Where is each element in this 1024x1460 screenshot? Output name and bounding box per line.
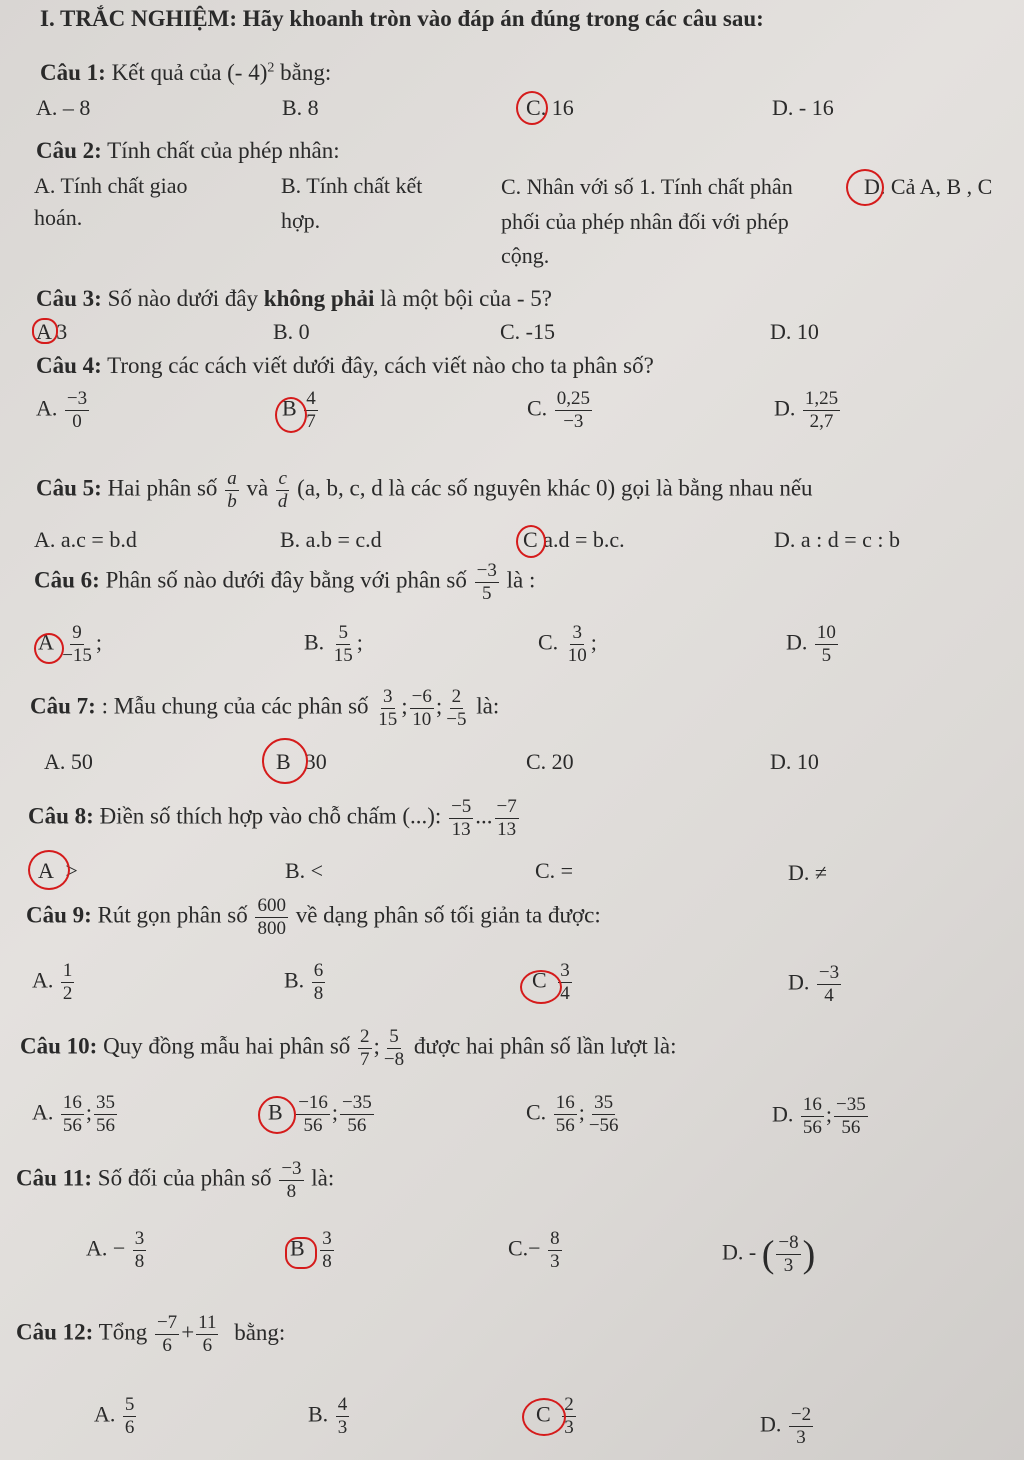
fraction: $\frac{3}{4}$ [560,960,570,1004]
fraction: $\frac{-35}{56}$ [836,1094,866,1138]
q8-option-d[interactable]: D. ≠ [788,860,827,885]
q10-option-c[interactable]: C. $\frac{16}{56}$ ; $\frac{35}{-56}$ [526,1092,619,1136]
q11-option-a[interactable]: A. − $\frac{3}{8}$ [86,1228,145,1272]
fraction: $\frac{600}{800}$ [257,895,286,939]
q7-option-c[interactable]: C. 20 [526,749,574,774]
q1-option-d[interactable]: D. - 16 [772,95,834,120]
q7-option-b[interactable]: B 30 [276,749,327,774]
q6-option-c[interactable]: C. $\frac{3}{10}$ ; [538,622,597,666]
question-9: Câu 9: Rút gọn phân số $\frac{600}{800}$ về dạng phân số tối giản ta được: [26,895,601,939]
fraction: $\frac{-3}{0}$ [66,388,88,432]
fraction: $\frac{35}{-56}$ [588,1092,619,1136]
q9-option-c[interactable]: C $\frac{3}{4}$ [532,960,570,1004]
q10-option-a[interactable]: A. $\frac{16}{56}$ ; $\frac{35}{56}$ [32,1092,116,1136]
q2-option-b-line2[interactable]: hợp. [281,208,321,233]
q2-option-c-line3[interactable]: cộng. [501,243,550,268]
q5-option-b[interactable]: B. a.b = c.d [280,527,382,552]
fraction: $\frac{-8}{3}$ [778,1232,799,1276]
q3-option-b[interactable]: B. 0 [273,319,310,344]
q2-option-d[interactable]: D. Cả A, B , C [864,174,993,199]
question-8: Câu 8: Điền số thích hợp vào chỗ chấm (...): $\frac{-5}{13}$ ... $\frac{-7}{13}$ [28,796,517,840]
fraction: $\frac{6}{8}$ [313,960,324,1004]
fraction: $\frac{3}{15}$ [378,686,398,730]
q4-option-b[interactable]: B $\frac{4}{7}$ [282,388,316,432]
q7-option-d[interactable]: D. 10 [770,749,819,774]
q2-option-a-line1[interactable]: A. Tính chất giao [34,173,188,198]
fraction: $\frac{-5}{13}$ [451,796,472,840]
fraction: $\frac{11}{6}$ [198,1312,217,1356]
q3-option-a[interactable]: A 3 [36,319,68,344]
question-4: Câu 4: Trong các cách viết dưới đây, cách viết nào cho ta phân số? [36,353,654,378]
q6-option-a[interactable]: A $\frac{9}{-15}$ ; [38,622,103,666]
question-10: Câu 10: Quy đồng mẫu hai phân số $\frac{2}{7}$ ; $\frac{5}{-8}$ được hai phân số lần lượt là: [20,1026,677,1070]
q5-option-a[interactable]: A. a.c = b.d [34,527,137,552]
fraction: $\frac{-3}{4}$ [818,962,840,1006]
question-12: Câu 12: Tổng $\frac{-7}{6}$ + $\frac{11}{6}$ bằng: [16,1312,286,1356]
question-7: Câu 7: : Mẫu chung của các phân số $\frac{3}{15}$ ; $\frac{-6}{10}$ ; $\frac{2}{-5}$ là: [30,686,500,730]
q3-option-c[interactable]: C. -15 [500,319,555,344]
q10-option-d[interactable]: D. $\frac{16}{56}$ ; $\frac{-35}{56}$ [772,1094,866,1138]
q4-option-a[interactable]: A. $\frac{-3}{0}$ [36,388,88,432]
fraction: $\frac{-3}{5}$ [476,560,497,604]
fraction: $\frac{3}{8}$ [322,1228,332,1272]
fraction: $\frac{10}{5}$ [816,622,836,666]
q2-option-c-line1[interactable]: C. Nhân với số 1. Tính chất phân [501,174,793,199]
fraction: $\frac{4}{3}$ [337,1394,348,1438]
q11-option-c[interactable]: C.− $\frac{8}{3}$ [508,1228,560,1272]
fraction: $\frac{16}{56}$ [555,1092,575,1136]
fraction: $\frac{2}{3}$ [564,1394,574,1438]
q12-option-a[interactable]: A. $\frac{5}{6}$ [94,1394,135,1438]
fraction: $\frac{4}{7}$ [306,388,316,432]
fraction: $\frac{c}{d}$ [277,468,288,512]
q10-option-b[interactable]: B $\frac{-16}{56}$ ; $\frac{-35}{56}$ [268,1092,372,1136]
q2-option-a-line2[interactable]: hoán. [34,205,83,230]
fraction: $\frac{-7}{13}$ [496,796,517,840]
q11-option-d[interactable]: D. - ( $\frac{-8}{3}$ ) [722,1232,816,1276]
fraction: $\frac{5}{15}$ [333,622,353,666]
fraction: $\frac{-7}{6}$ [156,1312,178,1356]
fraction: $\frac{35}{56}$ [96,1092,116,1136]
question-3: Câu 3: Số nào dưới đây không phải là một bội của - 5? [36,286,552,311]
question-1: Câu 1: Kết quả của (- 4)$^2$ bằng: [40,60,332,85]
fraction: $\frac{2}{7}$ [360,1026,370,1070]
q6-option-b[interactable]: B. $\frac{5}{15}$ ; [304,622,363,666]
fraction: $\frac{5}{6}$ [124,1394,135,1438]
question-5: Câu 5: Hai phân số $\frac{a}{b}$ và $\frac{c}{d}$ (a, b, c, d là các số nguyên khác 0) gọi là bằng nhau nếu [36,468,813,512]
q9-option-d[interactable]: D. $\frac{-3}{4}$ [788,962,840,1006]
question-6: Câu 6: Phân số nào dưới đây bằng với phân số $\frac{-3}{5}$ là : [34,560,536,604]
section-header: I. TRẮC NGHIỆM: Hãy khoanh tròn vào đáp án đúng trong các câu sau: [40,6,764,31]
fraction: $\frac{3}{8}$ [134,1228,145,1272]
q8-option-c[interactable]: C. = [535,858,574,883]
question-11: Câu 11: Số đối của phân số $\frac{-3}{8}$ là: [16,1158,335,1202]
q8-option-a[interactable]: A > [38,858,78,883]
q5-option-c[interactable]: C a.d = b.c. [523,527,625,552]
q9-option-b[interactable]: B. $\frac{6}{8}$ [284,960,324,1004]
q7-option-a[interactable]: A. 50 [44,749,93,774]
fraction: $\frac{-16}{56}$ [298,1092,328,1136]
fraction: $\frac{16}{56}$ [62,1092,82,1136]
fraction: $\frac{1}{2}$ [62,960,73,1004]
q3-option-d[interactable]: D. 10 [770,319,819,344]
q12-option-d[interactable]: D. $\frac{-2}{3}$ [760,1404,812,1448]
fraction: $\frac{2}{-5}$ [446,686,467,730]
q11-option-b[interactable]: B $\frac{3}{8}$ [290,1228,332,1272]
fraction: $\frac{a}{b}$ [227,468,237,512]
q1-option-a[interactable]: A. – 8 [36,95,91,120]
fraction: $\frac{-35}{56}$ [342,1092,372,1136]
q9-option-a[interactable]: A. $\frac{1}{2}$ [32,960,73,1004]
question-2: Câu 2: Tính chất của phép nhân: [36,138,340,163]
fraction: $\frac{5}{-8}$ [383,1026,405,1070]
q5-option-d[interactable]: D. a : d = c : b [774,527,901,552]
q2-option-c-line2[interactable]: phối của phép nhân đối với phép [501,209,789,234]
q12-option-c[interactable]: C $\frac{2}{3}$ [536,1394,574,1438]
fraction: $\frac{16}{56}$ [802,1094,822,1138]
fraction: $\frac{3}{10}$ [567,622,587,666]
q4-option-d[interactable]: D. $\frac{1,25}{2,7}$ [774,388,839,432]
q1-option-c[interactable]: C. 16 [526,95,574,120]
q12-option-b[interactable]: B. $\frac{4}{3}$ [308,1394,348,1438]
q6-option-d[interactable]: D. $\frac{10}{5}$ [786,622,836,666]
fraction: $\frac{-3}{8}$ [281,1158,302,1202]
fraction: $\frac{0,25}{-3}$ [556,388,590,432]
fraction: $\frac{1,25}{2,7}$ [804,388,839,432]
q2-option-b-line1[interactable]: B. Tính chất kết [281,173,423,198]
fraction: $\frac{9}{-15}$ [62,622,92,666]
q4-option-c[interactable]: C. $\frac{0,25}{-3}$ [527,388,590,432]
fraction: $\frac{-6}{10}$ [411,686,432,730]
q1-option-b[interactable]: B. 8 [282,95,319,120]
fraction: $\frac{8}{3}$ [550,1228,560,1272]
fraction: $\frac{-2}{3}$ [790,1404,812,1448]
q8-option-b[interactable]: B. < [285,858,324,883]
